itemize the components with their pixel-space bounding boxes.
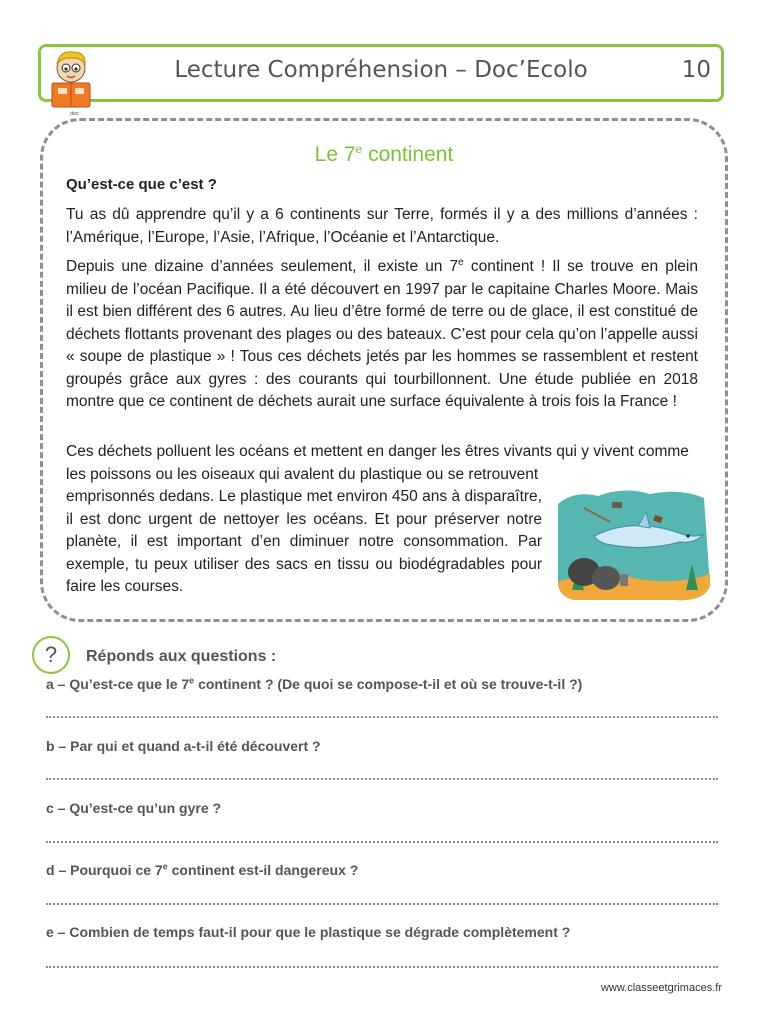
question-mark-circle-icon: ? xyxy=(32,636,70,674)
answer-line-a[interactable] xyxy=(46,716,718,718)
paragraph-1: Tu as dû apprendre qu’il y a 6 continents sur Terre, formés il y a des millions d’années : l’Amérique, l’Europe, l’Asie, l’Afrique, l’Océanie et l’Antarctique. xyxy=(66,206,698,246)
question-a: a – Qu’est-ce que le 7e continent ? (De quoi se compose-t-il et où se trouve-t-il ?) xyxy=(46,675,583,692)
child-reading-book-icon xyxy=(44,48,96,118)
question-c: c – Qu’est-ce qu’un gyre ? xyxy=(46,800,222,816)
header-banner xyxy=(38,44,724,102)
answer-line-b[interactable] xyxy=(46,778,718,780)
article-title: Le 7e continent xyxy=(314,142,454,166)
answer-line-c[interactable] xyxy=(46,841,718,843)
questions-heading: Réponds aux questions : xyxy=(86,648,277,665)
question-b: b – Par qui et quand a-t-il été découvert ? xyxy=(46,738,321,754)
paragraph-3-body: emprisonnés dedans. Le plastique met environ 450 ans à disparaître, il est donc urgent de nettoyer les océans. Et pour préserver notre planète, il est important d’en diminuer notre consommation. Par exemple, tu peux utiliser des sacs en tissu ou biodégradables pour faire les courses. xyxy=(66,488,542,595)
article-subheading: Qu’est-ce que c’est ? xyxy=(66,176,217,193)
paragraph-2: Depuis une dizaine d’années seulement, il existe un 7e continent ! Il se trouve en plein milieu de l’océan Pacifique. Il a été découvert en 1997 par le capitaine Charles Moore. Mais il est bien différent des 6 autres. Au lieu d’être formé de terre ou de glace, il est constitué de déchets flottants provenant des plages ou des bateaux. C’est pour cela qu’on l’appelle aussi « soupe de plastique » ! Tous ces déchets jetés par les hommes se rassemblent et restent groupés grâce aux gyres : des courants qui tourbillonnent. Une étude publiée en 2018 montre que ce continent de déchets aurait une surface équivalente à trois fois la France ! xyxy=(66,256,698,410)
answer-line-e[interactable] xyxy=(46,966,718,968)
page-title: Lecture Compréhension – Doc’Ecolo xyxy=(174,57,588,83)
dolphin-ocean-waste-illustration xyxy=(554,486,714,606)
question-e: e – Combien de temps faut-il pour que le plastique se dégrade complètement ? xyxy=(46,924,571,940)
answer-line-d[interactable] xyxy=(46,903,718,905)
paragraph-3-intro: Ces déchets polluent les océans et mettent en danger les êtres vivants qui y vivent comme les poissons ou les oiseaux qui avalent du plastique ou se retrouvent xyxy=(66,443,689,483)
page-number: 10 xyxy=(681,57,711,83)
footer-url: www.classeetgrimaces.fr xyxy=(600,982,722,994)
svg-text:doc: doc xyxy=(70,111,79,117)
question-d: d – Pourquoi ce 7e continent est-il dangereux ? xyxy=(46,861,359,878)
